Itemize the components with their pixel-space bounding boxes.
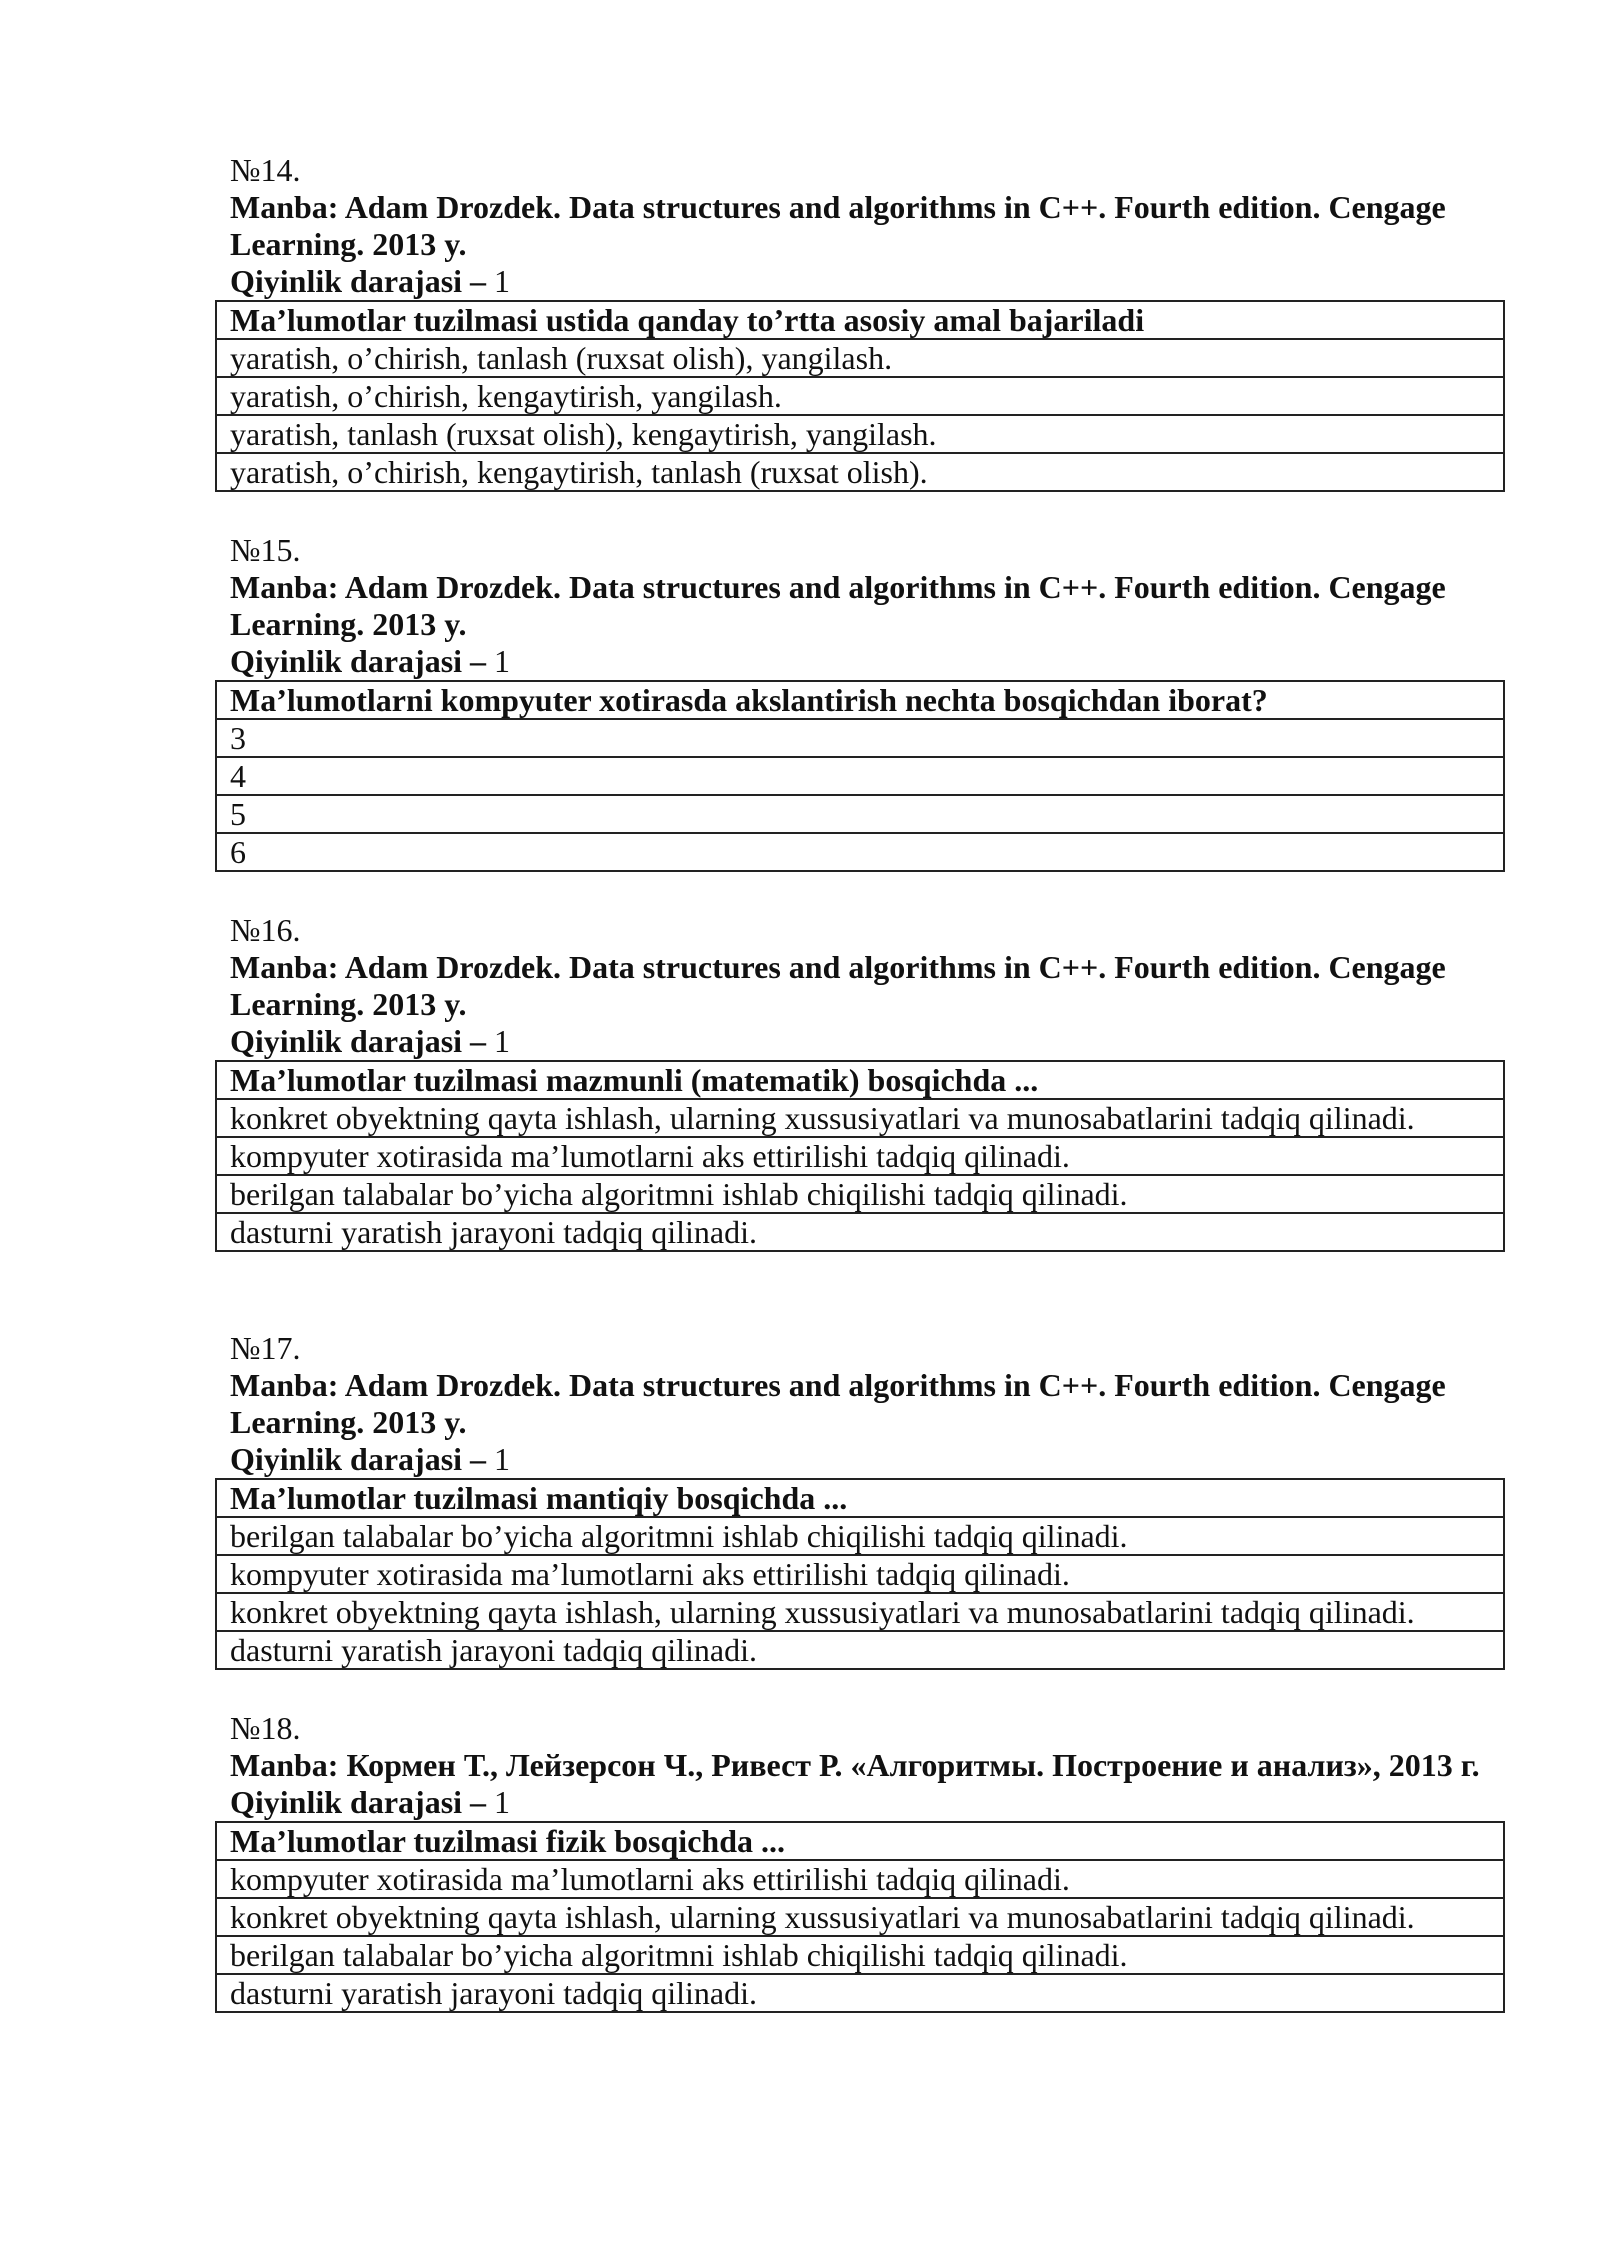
source-text: Adam Drozdek. Data structures and algorithms in C++. Fourth edition. Cengage Learning. 2013 y. [230, 569, 1446, 642]
source-text: Adam Drozdek. Data structures and algorithms in C++. Fourth edition. Cengage Learning. 2013 y. [230, 1367, 1446, 1440]
answer-option: konkret obyektning qayta ishlash, ularning xussusiyatlari va munosabatlarini tadqiq qilinadi. [217, 1098, 1503, 1136]
source-text: Adam Drozdek. Data structures and algorithms in C++. Fourth edition. Cengage Learning. 2013 y. [230, 949, 1446, 1022]
question-table [215, 1060, 1505, 1252]
answer-option: 3 [217, 718, 1503, 756]
question-text: Ma’lumotlar tuzilmasi mazmunli (matematik) bosqichda ... [230, 1062, 1039, 1098]
answer-option: berilgan talabalar bo’yicha algoritmni ishlab chiqilishi tadqiq qilinadi. [217, 1174, 1503, 1212]
question-text: Ma’lumotlar tuzilmasi ustida qanday to’rtta asosiy amal bajariladi [230, 302, 1145, 338]
answer-option: yaratish, o’chirish, tanlash (ruxsat olish), yangilash. [217, 338, 1503, 376]
difficulty-label: Qiyinlik darajasi – [230, 1784, 487, 1820]
answer-option: yaratish, tanlash (ruxsat olish), kengaytirish, yangilash. [217, 414, 1503, 452]
question-text: Ma’lumotlar tuzilmasi fizik bosqichda ... [230, 1823, 785, 1859]
difficulty-value: 1 [494, 1023, 511, 1059]
source-text: Кормен Т., Лейзерсон Ч., Ривест Р. «Алгоритмы. Построение и анализ», 2013 г. [346, 1747, 1480, 1783]
question-number: №17. [230, 1330, 301, 1366]
difficulty-line [215, 1441, 1505, 1478]
difficulty-label: Qiyinlik darajasi – [230, 1023, 487, 1059]
answer-option: kompyuter xotirasida ma’lumotlarni aks ettirilishi tadqiq qilinadi. [217, 1136, 1503, 1174]
question-block-15 [215, 532, 1505, 872]
question-table [215, 680, 1505, 872]
answer-option: kompyuter xotirasida ma’lumotlarni aks ettirilishi tadqiq qilinadi. [217, 1859, 1503, 1897]
answer-option: 5 [217, 794, 1503, 832]
difficulty-value: 1 [494, 263, 511, 299]
answer-option: yaratish, o’chirish, kengaytirish, tanlash (ruxsat olish). [217, 452, 1503, 490]
question-block-16 [215, 912, 1505, 1252]
question-block-17 [215, 1330, 1505, 1670]
question-block-14 [215, 152, 1505, 492]
source-line [215, 1747, 1505, 1784]
answer-option: 4 [217, 756, 1503, 794]
source-line [215, 569, 1505, 643]
question-table [215, 1478, 1505, 1670]
difficulty-label: Qiyinlik darajasi – [230, 263, 487, 299]
question-number: №16. [230, 912, 301, 948]
source-label: Manba: [230, 1747, 339, 1783]
difficulty-line [215, 643, 1505, 680]
question-number: №14. [230, 152, 301, 188]
question-table [215, 300, 1505, 492]
difficulty-value: 1 [494, 1784, 511, 1820]
answer-option: berilgan talabalar bo’yicha algoritmni ishlab chiqilishi tadqiq qilinadi. [217, 1516, 1503, 1554]
difficulty-label: Qiyinlik darajasi – [230, 1441, 487, 1477]
source-label: Manba: [230, 1367, 339, 1403]
answer-option: yaratish, o’chirish, kengaytirish, yangilash. [217, 376, 1503, 414]
question-text: Ma’lumotlar tuzilmasi mantiqiy bosqichda ... [230, 1480, 848, 1516]
answer-option: 6 [217, 832, 1503, 870]
source-label: Manba: [230, 189, 339, 225]
answer-option: kompyuter xotirasida ma’lumotlarni aks ettirilishi tadqiq qilinadi. [217, 1554, 1503, 1592]
source-label: Manba: [230, 569, 339, 605]
question-number: №18. [230, 1710, 301, 1746]
difficulty-value: 1 [494, 1441, 511, 1477]
source-line [215, 949, 1505, 1023]
difficulty-label: Qiyinlik darajasi – [230, 643, 487, 679]
source-label: Manba: [230, 949, 339, 985]
answer-option: konkret obyektning qayta ishlash, ularning xussusiyatlari va munosabatlarini tadqiq qilinadi. [217, 1592, 1503, 1630]
source-text: Adam Drozdek. Data structures and algorithms in C++. Fourth edition. Cengage Learning. 2013 y. [230, 189, 1446, 262]
difficulty-value: 1 [494, 643, 511, 679]
source-line [215, 189, 1505, 263]
answer-option: dasturni yaratish jarayoni tadqiq qilinadi. [217, 1630, 1503, 1668]
answer-option: dasturni yaratish jarayoni tadqiq qilinadi. [217, 1212, 1503, 1250]
difficulty-line [215, 1023, 1505, 1060]
question-number: №15. [230, 532, 301, 568]
answer-option: dasturni yaratish jarayoni tadqiq qilinadi. [217, 1973, 1503, 2011]
answer-option: konkret obyektning qayta ishlash, ularning xussusiyatlari va munosabatlarini tadqiq qilinadi. [217, 1897, 1503, 1935]
difficulty-line [215, 263, 1505, 300]
difficulty-line [215, 1784, 1505, 1821]
question-block-18 [215, 1710, 1505, 2013]
source-line [215, 1367, 1505, 1441]
answer-option: berilgan talabalar bo’yicha algoritmni ishlab chiqilishi tadqiq qilinadi. [217, 1935, 1503, 1973]
question-table [215, 1821, 1505, 2013]
question-text: Ma’lumotlarni kompyuter xotirasda akslantirish nechta bosqichdan iborat? [230, 682, 1268, 718]
